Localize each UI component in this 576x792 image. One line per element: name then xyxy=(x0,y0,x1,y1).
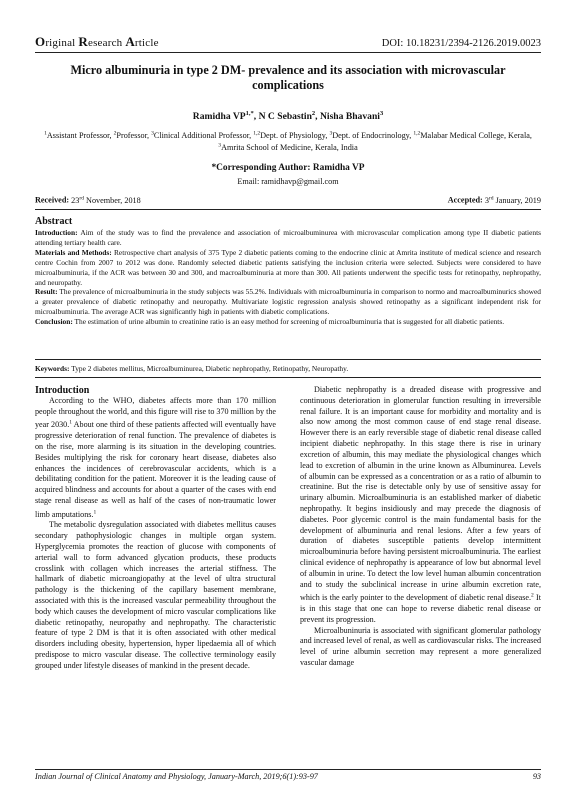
keywords-bottom-rule xyxy=(35,377,541,378)
abstract-result: Result: The prevalence of microalbuminuria in the study subjects was 55.2%. Individuals with microalbuminuria in comparison to normo and macroalbuminurics showed a greater prevalence of diabetic retinopathy and neuropathy. Multivariate logistic regression analysis showed retinopathy as a significant independent risk for microalbuminuria. The average ACR was significantly high in patients with diabetic complications. xyxy=(35,287,541,317)
author-email: Email: ramidhavp@gmail.com xyxy=(237,177,339,186)
page-footer xyxy=(35,772,541,784)
abstract-methods: Materials and Methods: Retrospective chart analysis of 375 Type 2 diabetic patients coming to the endocrine clinic at Amrita institute of medical science and research centre Cochin from 2007 to 2012 was done. Randomly selected diabetic patients satisfying the inclusion criteria were selected. Subjects were considered to have microalbuminuria, if the ACR was between 30 and 300, and macroalbuminuria at more than 300. All patients underwent the specific tests for retinopathy, nephropathy, and neuropathy. xyxy=(35,247,541,287)
abstract-conclusion: Conclusion: The estimation of urine albumin to creatinine ratio is an easy method for screening of microalbuminuria that is suggested for all diabetic patients. xyxy=(35,317,505,327)
journal-citation: Indian Journal of Clinical Anatomy and Physiology, January-March, 2019;6(1):93-97 xyxy=(35,772,318,781)
corresponding-author: *Corresponding Author: Ramidha VP xyxy=(211,163,365,173)
body-paragraph: The metabolic dysregulation associated with diabetes mellitus causes secondary pathophysiologic changes in multiple organ system. Hyperglycemia promotes the reaction of glucose with components of arterial wall to form advanced glycation products, these products crosslink with collagen which increases the arterial stiffness. The hallmark of diabetic microangiopathy at the level of ultra structural pathology is the thickening of the capillary basement membrane, associated with this is the increased vascular permeability throughout the body which causes the development of micro vascular complications like diabetic retinopathy, neuropathy and nephropathy. The characteristic feature of type 2 DM is that it is often associated with other medical disorders including obesity, hypertension, hyper lipedaemia all of which predispose to micro vascular disease. The collective terminology easily grouped under lifestyle diseases of mankind in the present decade. xyxy=(35,520,276,670)
article-title: Micro albuminuria in type 2 DM- prevalence and its association with microvascular complications xyxy=(70,63,506,92)
article-dates xyxy=(35,195,541,207)
abstract-section xyxy=(35,216,541,327)
footer-rule xyxy=(35,769,541,770)
body-paragraph: According to the WHO, diabetes affects more than 170 million people throughout the world, and this figure will rise to 370 million by the year 2030.$^1$ About one third of these patients affected will eventually have progressive deterioration of renal function. The prevalence of diabetes is on the rise, more alarming is its situation in the developing countries. Besides multiplying the risk for coronary heart disease, diabetes also enhances the incidences of cerebrovascular accidents, which is a debilitating condition for the patient. Moreover it is the leading cause of acquired blindness and accounts for about a quarter of the cases with end stage renal disease as well as half of the cases of non-traumatic lower limb amputations.$^1$ xyxy=(35,396,276,519)
section-label: Original Research Article xyxy=(35,34,159,49)
accepted-date: Accepted: 3rd January, 2019 xyxy=(447,195,541,205)
dates-rule xyxy=(35,209,541,210)
body-paragraph: Microalbuninuria is associated with significant glomerular pathology and increased level of renal, as well as cardiovascular risks. The increased level of urine albumin secretion may represent a more generalized vascular damage xyxy=(300,625,541,667)
page-number: 93 xyxy=(532,772,541,781)
body-paragraph: Diabetic nephropathy is a dreaded disease with progressive and continuous deterioration in glomerular function resulting in irreversible renal failure. It is an important cause for morbidity and mortality and is also now among the most common cause of end stage renal disease. However there is an early reversible stage of diabetic renal disease called incipient diabetic nephropathy. In this stage there is rise in urinary excretion of albumin, this may mediate the physiological changes which lead to excretion of albumin in the urine known as Albuminurea. Levels of albumin can be expressed as a concentration or as a ratio of albumin to creatinine. But the rise is detectable only by use of sensitive assay for urinary albumin. Microalbuminuria is an established marker of diabetic nephropathy. It begins insidiously and may precede the diagnosis of diabetes. Poor glycemic control is the main fundamental basis for the development of albuminuria and renal lesions. After a few years of duration of diabetes susceptible patients develop intermittent microalbuminuria before having persistent microalbuminuria. The earliest clinical evidence of nephropathy is appearance of low but abnormal level of albumin in urine. To detect the low level human albumin concentration and to study the subclinical increase in urine albumin excretion rate, which is the early pointer to the development of diabetic renal disease.$^2$ It is in this stage that one can hope to reverse diabetic renal disease or prevent its progression. xyxy=(300,385,541,624)
keywords: Keywords: Type 2 diabetes mellitus, Microalbuminurea, Diabetic nephropathy, Retinopathy, Neuropathy. xyxy=(35,364,349,373)
abstract-introduction: Introduction: Aim of the study was to find the prevalence and association of microalbuminurea with microvascular complication among type II diabetic patients attending tertiary health care. xyxy=(35,228,541,247)
body-column-right xyxy=(300,385,541,669)
body-column-left xyxy=(35,385,276,672)
keywords-top-rule xyxy=(35,359,541,360)
doi: DOI: 10.18231/2394-2126.2019.0023 xyxy=(381,38,541,49)
page-header xyxy=(35,34,541,50)
affiliations: $^1$Assistant Professor, $^2$Professor, $^3$Clinical Additional Professor, $^{1,2}$Dept. of Physiology, $^3$Dept. of Endocrinology, $^{1,2}$Malabar Medical College, Kerala, $^3$Amrita School of Medicine, Kerala, India xyxy=(44,130,532,153)
received-date: Received: 23rd November, 2018 xyxy=(35,195,141,205)
header-rule xyxy=(35,52,541,53)
author-list xyxy=(35,110,541,122)
abstract-heading: Abstract xyxy=(35,216,73,227)
authors-text: Ramidha $VP^{1,*}$, N C Sebastin$^2$, Nisha Bhavani$^3$ xyxy=(192,110,384,123)
introduction-heading: Introduction xyxy=(35,385,90,396)
